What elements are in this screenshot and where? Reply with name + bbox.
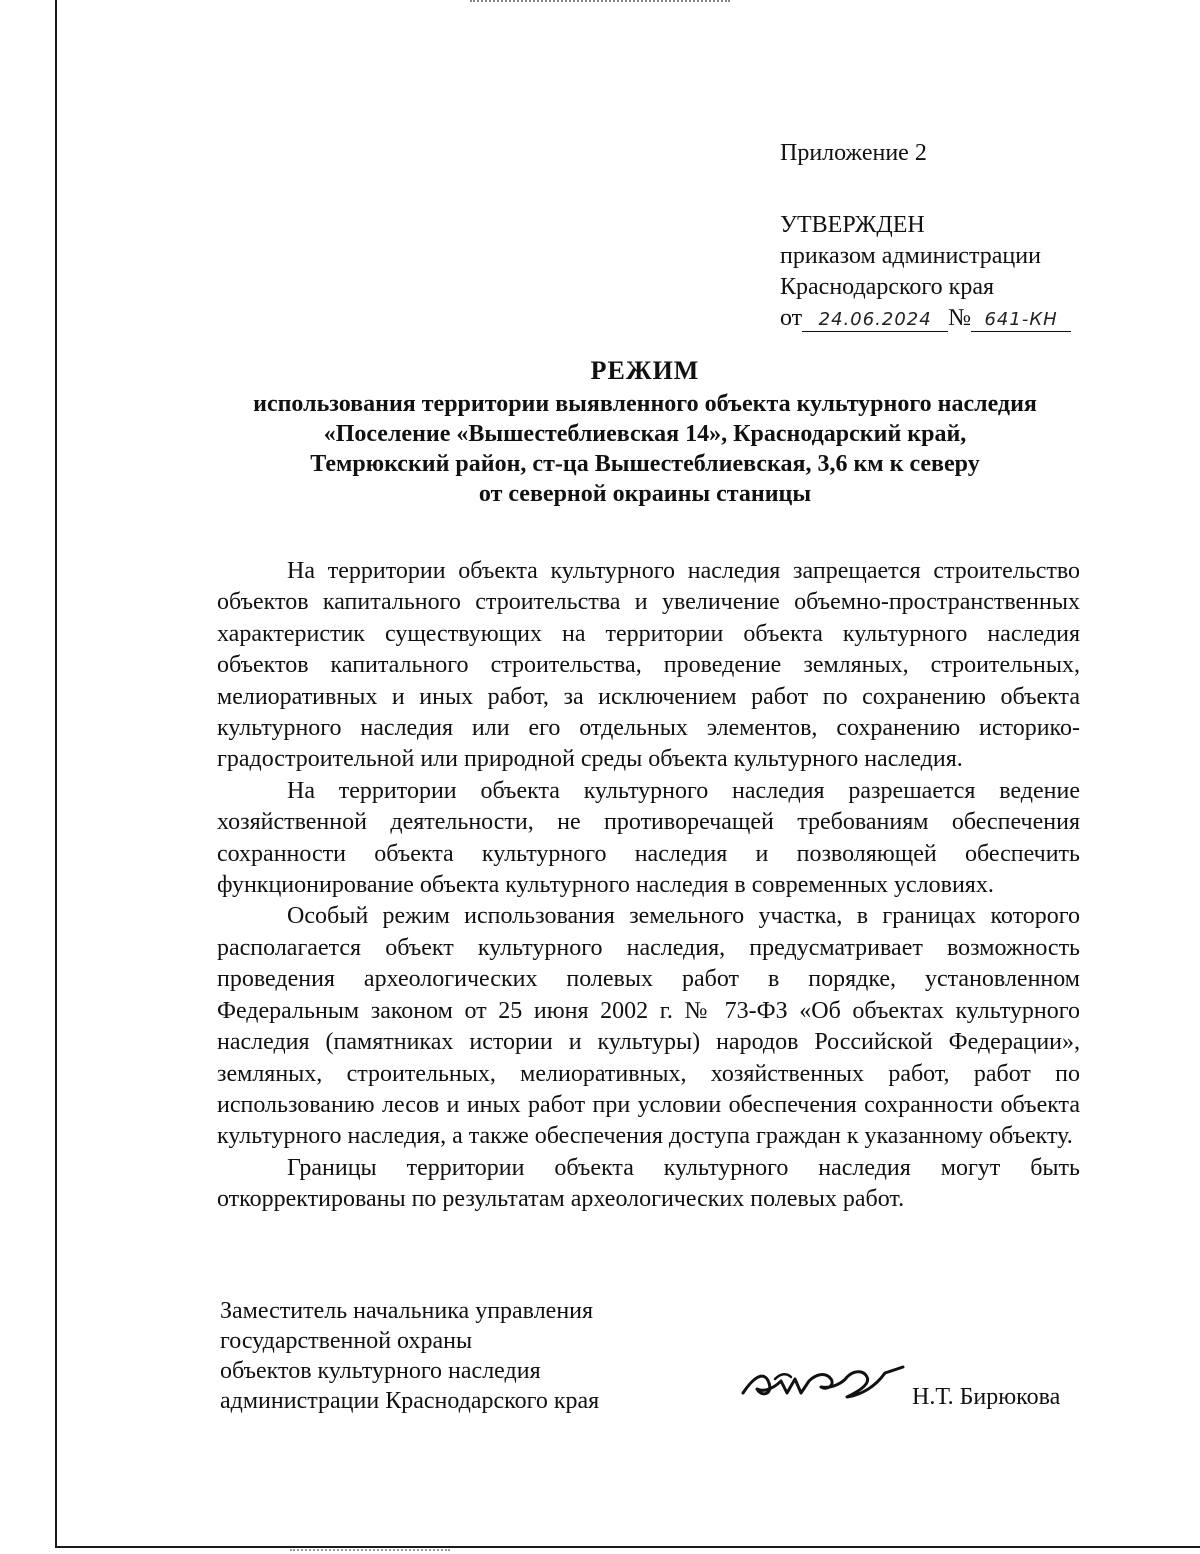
document-title [150, 356, 1140, 509]
signer-position-line: объектов культурного наследия [220, 1358, 541, 1384]
order-date-handwritten: 24.06.2024 [802, 309, 948, 332]
page-border-bottom [55, 1546, 1200, 1548]
signer-position-line: администрации Краснодарского края [220, 1388, 600, 1414]
order-label: приказом администрации [780, 243, 1041, 269]
scan-artifact-bottom [290, 1549, 450, 1554]
region-label: Краснодарского края [780, 274, 995, 300]
number-label: № [948, 305, 972, 331]
approved-label: УТВЕРЖДЕН [780, 212, 925, 238]
body-paragraph: Границы территории объекта культурного наследия могут быть откорректированы по результатам археологических полевых работ. [217, 1154, 1080, 1213]
handwritten-signature-icon [735, 1353, 915, 1413]
signer-name: Н.Т. Бирюкова [912, 1384, 1061, 1410]
title-line: «Поселение «Вышестеблиевская 14», Краснодарский край, [323, 421, 967, 447]
approval-block [780, 138, 1071, 334]
body-paragraph: На территории объекта культурного наследия запрещается строительство объектов капитального строительства и увеличение объемно-пространственных характеристик существующих на территории объекта культурного наследия объектов капитального строительства, проведение земляных, строительных, мелиоративных и иных работ, за исключением работ по сохранению объекта культурного наследия или его отдельных элементов, сохранению историко-градостроительной или природной среды объекта культурного наследия. [217, 558, 1080, 773]
title-line: использования территории выявленного объекта культурного наследия [253, 391, 1037, 417]
order-number-handwritten: 641-КН [971, 309, 1071, 332]
title-line: Темрюкский район, ст-ца Вышестеблиевская, 3,6 км к северу [310, 451, 980, 477]
scan-artifact-top [470, 0, 730, 6]
body-paragraph: На территории объекта культурного наследия разрешается ведение хозяйственной деятельности, не противоречащей требованиям обеспечения сохранности объекта культурного наследия и позволяющей обеспечить функционирование объекта культурного наследия в современных условиях. [217, 777, 1080, 899]
title-line: от северной окраины станицы [478, 481, 812, 507]
order-date-number [780, 303, 1071, 334]
signer-position-line: государственной охраны [220, 1328, 473, 1354]
page-border-left [55, 0, 57, 1548]
signer-position-line: Заместитель начальника управления [220, 1298, 594, 1324]
body-paragraph: Особый режим использования земельного участка, в границах которого располагается объект культурного наследия, предусматривает возможность проведения археологических полевых работ в порядке, установленном Федеральным законом от 25 июня 2002 г. № 73-ФЗ «Об объектах культурного наследия (памятниках истории и культуры) народов Российской Федерации», земляных, строительных, мелиоративных, хозяйственных работ, работ по использованию лесов и иных работ при условии обеспечения сохранности объекта культурного наследия, а также обеспечения доступа граждан к указанному объекту. [217, 903, 1080, 1150]
from-label: от [780, 305, 803, 331]
annex-label: Приложение 2 [780, 140, 927, 166]
signer-position [220, 1296, 599, 1416]
title-main: РЕЖИМ [590, 356, 700, 385]
document-body [217, 556, 1080, 1216]
